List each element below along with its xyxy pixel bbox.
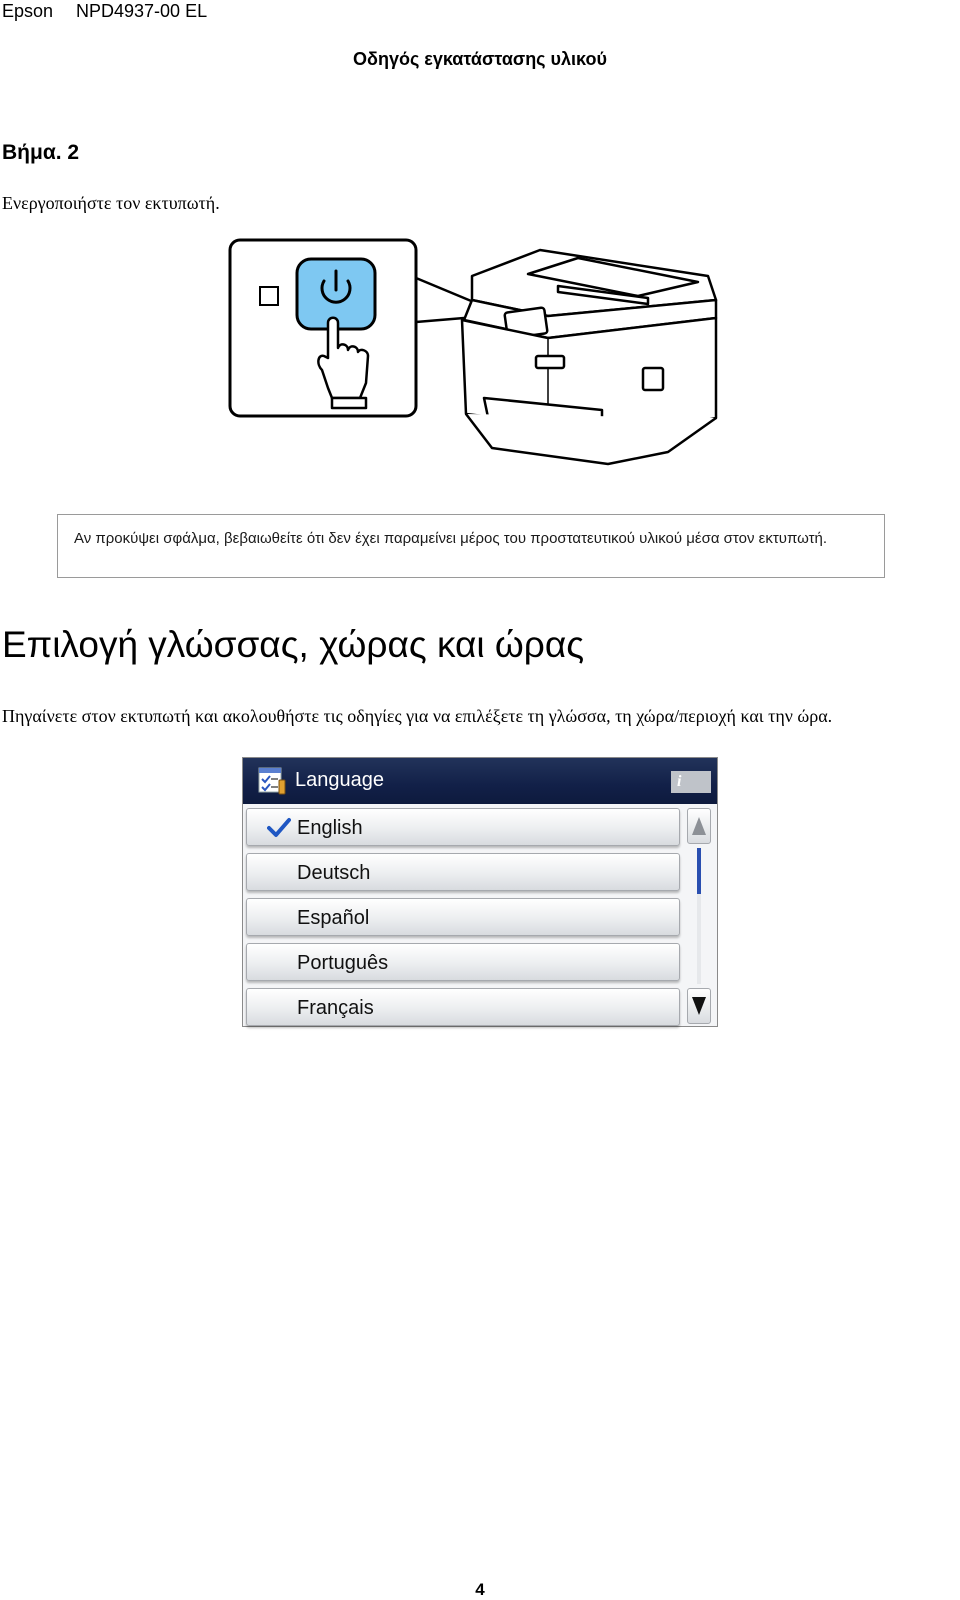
lcd-title: Language: [295, 769, 384, 791]
printer-lcd-screen: [242, 757, 718, 1027]
section-instruction: Πηγαίνετε στον εκτυπωτή και ακολουθήστε τις οδηγίες για να επιλέξετε τη γλώσσα, τη χώρα/περιοχή και την ώρα.: [2, 706, 833, 726]
info-button[interactable]: [671, 771, 711, 793]
checkmark-icon: [267, 817, 291, 839]
step-instruction: Ενεργοποιήστε τον εκτυπωτή.: [2, 193, 220, 213]
triangle-down-icon: [688, 989, 710, 1023]
section-title: Επιλογή γλώσσας, χώρας και ώρας: [2, 624, 585, 665]
language-option-portugues[interactable]: [246, 943, 680, 981]
error-note-box: [57, 514, 885, 578]
step-label: Βήμα. 2: [2, 141, 80, 164]
triangle-up-icon: [688, 809, 710, 843]
language-option-label: Français: [297, 997, 374, 1019]
printer-power-illustration: [228, 238, 728, 478]
document-id: NPD4937-00 EL: [76, 1, 208, 21]
page-number: 4: [475, 1580, 485, 1599]
language-option-espanol[interactable]: [246, 898, 680, 936]
brand-name: Epson: [2, 1, 54, 21]
scroll-thumb[interactable]: [697, 848, 701, 894]
language-option-label: Español: [297, 907, 370, 929]
document-title: Οδηγός εγκατάστασης υλικού: [353, 49, 607, 69]
scroll-up-button[interactable]: [687, 808, 711, 844]
language-option-english[interactable]: [246, 808, 680, 846]
info-icon: i: [677, 773, 682, 790]
language-settings-icon: [257, 766, 287, 796]
printer-icon: [462, 250, 716, 464]
language-option-label: Deutsch: [297, 862, 371, 884]
language-option-francais[interactable]: [246, 988, 680, 1026]
error-note-text: Αν προκύψει σφάλμα, βεβαιωθείτε ότι δεν έχει παραμείνει μέρος του προστατευτικού υλικού μέσα στον εκτυπωτή.: [74, 530, 828, 547]
language-option-deutsch[interactable]: [246, 853, 680, 891]
lcd-scrollbar[interactable]: [687, 808, 711, 1024]
scroll-down-button[interactable]: [687, 988, 711, 1024]
language-option-label: Português: [297, 952, 389, 974]
lcd-title-bar: [243, 758, 717, 804]
indicator-square: [260, 287, 278, 305]
language-option-label: English: [297, 817, 363, 839]
